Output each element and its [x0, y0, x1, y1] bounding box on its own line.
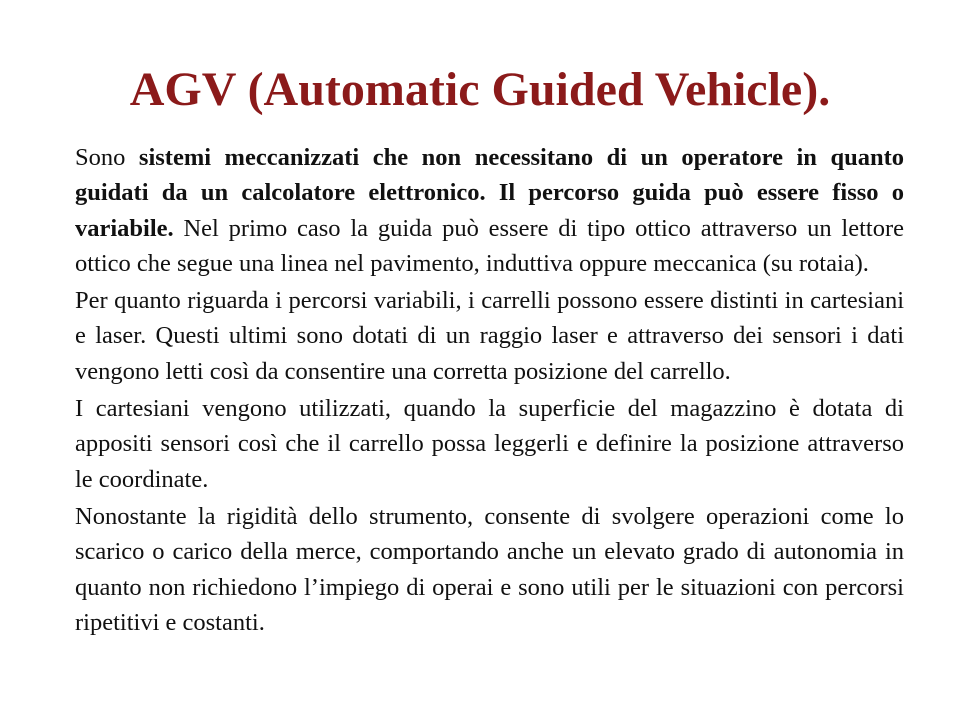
paragraph-cartesian: I cartesiani vengono utilizzati, quando la superficie del magazzino è dotata di appositi sensori così che il carrello possa leggerli e definire la posizione attraverso le coordinate. — [75, 395, 904, 493]
paragraph-definition — [75, 140, 904, 281]
slide-title: AGV (Automatic Guided Vehicle). — [129, 63, 831, 116]
paragraph-rigidity: Nonostante la rigidità dello strumento, consente di svolgere operazioni come lo scarico o carico della merce, comportando anche un elevato grado di autonomia in quanto non richiedono l’impiego di operai e sono utili per le situazioni con percorsi ripetitivi e costanti. — [75, 502, 904, 636]
paragraph-bold-definition: sistemi meccanizzati che non necessitano di un operatore in quanto guidati da un calcolatore elettronico. Il percorso guida può essere fisso o variabile. — [75, 144, 904, 242]
paragraph-variable-paths: Per quanto riguarda i percorsi variabili, i carrelli possono essere distinti in cartesiani e laser. Questi ultimi sono dotati di un raggio laser e attraverso dei sensori i dati vengono letti così da consentire una corretta posizione del carrello. — [75, 287, 904, 385]
paragraph-lead: Sono — [75, 144, 139, 171]
paragraph-rest: Nel primo caso la guida può essere di tipo ottico attraverso un lettore ottico che segue una linea nel pavimento, induttiva oppure meccanica (su rotaia). — [75, 214, 904, 277]
slide-body — [75, 140, 904, 642]
